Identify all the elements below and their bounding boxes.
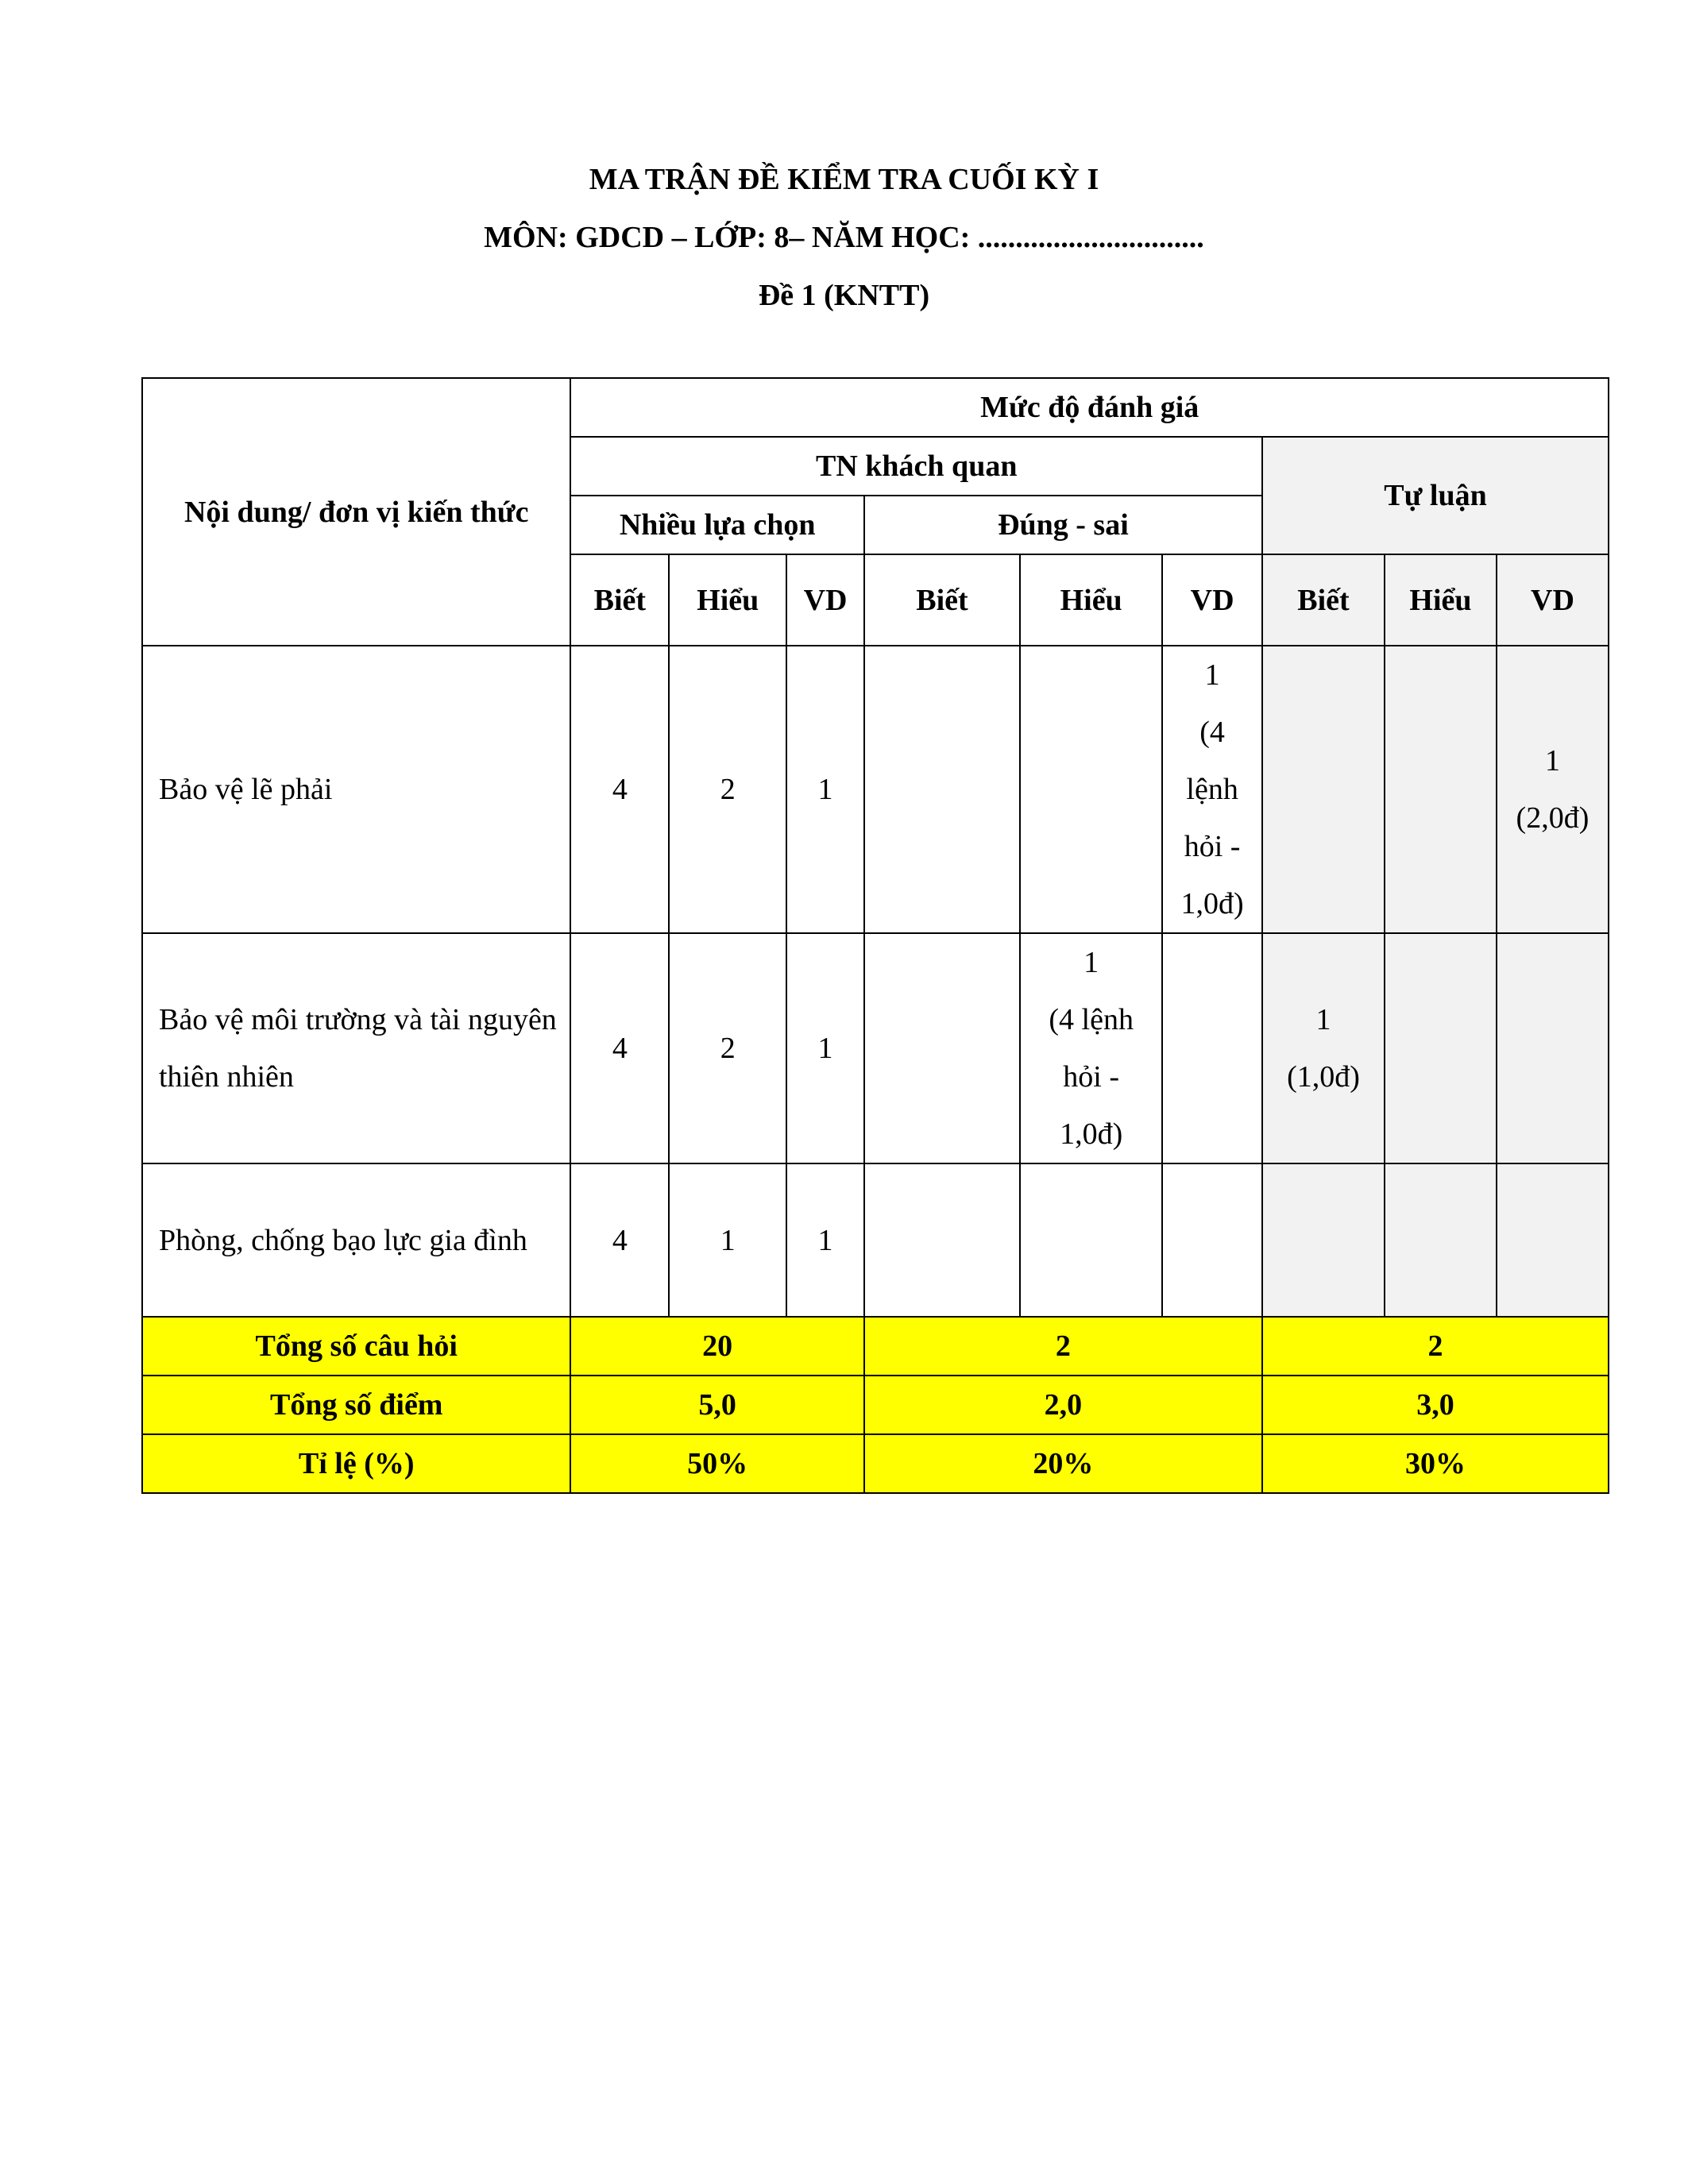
level-cell: Hiểu xyxy=(1020,554,1162,646)
total-value: 50% xyxy=(570,1434,863,1493)
count-cell xyxy=(1497,1163,1609,1317)
count-cell xyxy=(1262,646,1385,933)
total-label: Tổng số điểm xyxy=(142,1376,570,1434)
count-cell: 2 xyxy=(669,933,786,1163)
count-cell xyxy=(1162,933,1262,1163)
level-cell: VD xyxy=(786,554,864,646)
count-cell xyxy=(1385,1163,1497,1317)
document-edition: Đề 1 (KNTT) xyxy=(758,279,930,312)
level-cell: Biết xyxy=(1262,554,1385,646)
level-cell: VD xyxy=(1497,554,1609,646)
count-cell xyxy=(1020,1163,1162,1317)
true-false-header: Đúng - sai xyxy=(864,496,1262,554)
header-row-1 xyxy=(142,378,1609,437)
count-cell: 1 (2,0đ) xyxy=(1497,646,1609,933)
total-value: 2,0 xyxy=(864,1376,1262,1434)
total-label: Tổng số câu hỏi xyxy=(142,1317,570,1376)
count-cell: 4 xyxy=(570,933,669,1163)
total-value: 3,0 xyxy=(1262,1376,1609,1434)
count-cell: 1 (4 lệnh hỏi - 1,0đ) xyxy=(1020,933,1162,1163)
assessment-matrix-table xyxy=(141,377,1609,1494)
count-cell: 2 xyxy=(669,646,786,933)
level-cell: Biết xyxy=(864,554,1020,646)
count-cell xyxy=(1162,1163,1262,1317)
count-cell xyxy=(1497,933,1609,1163)
count-cell: 4 xyxy=(570,646,669,933)
total-value: 30% xyxy=(1262,1434,1609,1493)
total-value: 2 xyxy=(864,1317,1262,1376)
table-row xyxy=(142,933,1609,1163)
total-value: 2 xyxy=(1262,1317,1609,1376)
topic-cell: Phòng, chống bạo lực gia đình xyxy=(142,1163,570,1317)
document-title: MA TRẬN ĐỀ KIỂM TRA CUỐI KỲ I xyxy=(589,163,1099,196)
table-row xyxy=(142,646,1609,933)
count-cell: 1 xyxy=(786,646,864,933)
table-row xyxy=(142,1163,1609,1317)
count-cell xyxy=(1385,646,1497,933)
count-cell xyxy=(864,646,1020,933)
level-cell: VD xyxy=(1162,554,1262,646)
document-subtitle: MÔN: GDCD – LỚP: 8– NĂM HỌC: .............................. xyxy=(484,221,1204,254)
essay-header: Tự luận xyxy=(1262,437,1609,554)
objective-header: TN khách quan xyxy=(570,437,1262,496)
level-cell: Hiểu xyxy=(1385,554,1497,646)
total-questions-row xyxy=(142,1317,1609,1376)
total-label: Tỉ lệ (%) xyxy=(142,1434,570,1493)
multiple-choice-header: Nhiều lựa chọn xyxy=(570,496,863,554)
total-value: 20% xyxy=(864,1434,1262,1493)
count-cell xyxy=(864,933,1020,1163)
level-cell: Biết xyxy=(570,554,669,646)
count-cell xyxy=(1262,1163,1385,1317)
count-cell: 1 (1,0đ) xyxy=(1262,933,1385,1163)
count-cell: 1 xyxy=(669,1163,786,1317)
count-cell: 4 xyxy=(570,1163,669,1317)
total-value: 20 xyxy=(570,1317,863,1376)
ratio-row xyxy=(142,1434,1609,1493)
count-cell: 1 xyxy=(786,1163,864,1317)
level-cell: Hiểu xyxy=(669,554,786,646)
document-header xyxy=(0,151,1688,325)
count-cell xyxy=(1020,646,1162,933)
count-cell: 1 (4 lệnh hỏi - 1,0đ) xyxy=(1162,646,1262,933)
count-cell xyxy=(1385,933,1497,1163)
total-points-row xyxy=(142,1376,1609,1434)
topic-cell: Bảo vệ lẽ phải xyxy=(142,646,570,933)
content-header: Nội dung/ đơn vị kiến thức xyxy=(142,378,570,646)
total-value: 5,0 xyxy=(570,1376,863,1434)
count-cell: 1 xyxy=(786,933,864,1163)
count-cell xyxy=(864,1163,1020,1317)
level-header: Mức độ đánh giá xyxy=(570,378,1609,437)
topic-cell: Bảo vệ môi trường và tài nguyên thiên nhiên xyxy=(142,933,570,1163)
